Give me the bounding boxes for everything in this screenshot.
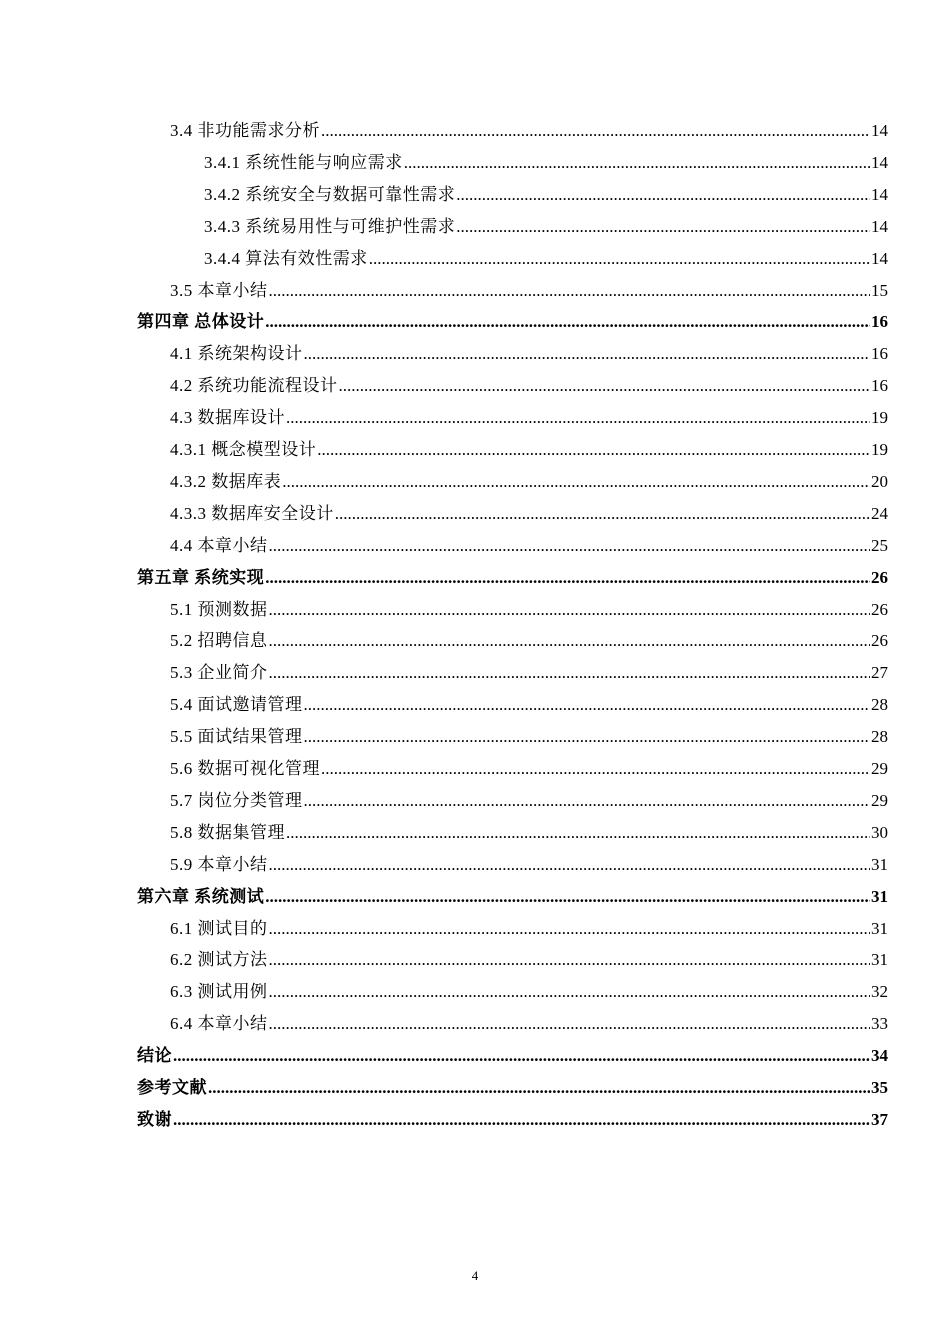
toc-entry-label: 3.4.3 系统易用性与可维护性需求 xyxy=(204,216,456,236)
toc-dot-leader xyxy=(269,849,871,881)
toc-entry-page: 14 xyxy=(871,248,888,268)
toc-entry[interactable] xyxy=(170,466,888,498)
toc-entry-page: 19 xyxy=(871,440,888,459)
toc-dot-leader xyxy=(321,753,870,785)
toc-entry-label: 4.3.3 数据库安全设计 xyxy=(170,503,334,523)
toc-entry-page: 32 xyxy=(871,982,888,1002)
toc-entry-label: 3.4.1 系统性能与响应需求 xyxy=(204,152,403,172)
toc-entry[interactable] xyxy=(170,498,888,530)
toc-dot-leader xyxy=(269,657,871,689)
toc-entry-page: 29 xyxy=(871,759,888,778)
toc-dot-leader xyxy=(404,147,870,179)
toc-entry-page: 29 xyxy=(871,790,888,810)
toc-entry-label: 4.3.1 概念模型设计 xyxy=(170,440,317,459)
toc-entry[interactable] xyxy=(170,115,888,147)
toc-entry-page: 26 xyxy=(871,567,888,587)
toc-entry-label: 3.4.2 系统安全与数据可靠性需求 xyxy=(204,184,456,204)
toc-entry-label: 4.3 数据库设计 xyxy=(170,408,285,428)
toc-entry-page: 34 xyxy=(871,1046,888,1066)
toc-dot-leader xyxy=(269,976,871,1008)
toc-entry[interactable] xyxy=(170,944,888,976)
toc-entry-label: 4.4 本章小结 xyxy=(170,535,268,555)
toc-entry-label: 第四章 总体设计 xyxy=(137,312,265,332)
toc-entry[interactable] xyxy=(137,1104,888,1136)
toc-dot-leader xyxy=(304,338,871,370)
toc-dot-leader xyxy=(265,306,870,338)
toc-entry-label: 第六章 系统测试 xyxy=(137,886,265,906)
toc-entry-page: 14 xyxy=(871,216,888,236)
toc-entry-page: 31 xyxy=(871,886,888,906)
toc-entry[interactable] xyxy=(170,817,888,849)
toc-entry-page: 25 xyxy=(871,535,888,555)
toc-dot-leader xyxy=(456,179,870,211)
toc-entry-label: 4.3.2 数据库表 xyxy=(170,471,282,491)
toc-entry-label: 第五章 系统实现 xyxy=(137,567,265,587)
toc-dot-leader xyxy=(269,625,871,657)
toc-entry-page: 30 xyxy=(871,822,888,842)
toc-entry[interactable] xyxy=(204,179,888,211)
toc-entry-label: 3.4 非功能需求分析 xyxy=(170,121,320,140)
toc-entry-page: 19 xyxy=(871,408,888,428)
toc-entry-page: 14 xyxy=(871,121,888,140)
toc-entry-label: 4.2 系统功能流程设计 xyxy=(170,376,338,396)
toc-entry-label: 5.6 数据可视化管理 xyxy=(170,759,320,778)
toc-entry[interactable] xyxy=(137,306,888,338)
toc-entry[interactable] xyxy=(170,625,888,657)
toc-entry[interactable] xyxy=(204,243,888,275)
toc-entry-page: 31 xyxy=(871,918,888,938)
toc-entry-label: 参考文献 xyxy=(137,1078,207,1097)
toc-dot-leader xyxy=(173,1040,870,1072)
toc-entry[interactable] xyxy=(170,753,888,785)
toc-dot-leader xyxy=(265,562,870,594)
toc-entry-page: 28 xyxy=(871,695,888,715)
toc-entry-page: 26 xyxy=(871,631,888,651)
toc-dot-leader xyxy=(269,275,871,307)
toc-entry-label: 结论 xyxy=(137,1046,172,1066)
toc-entry-label: 6.3 测试用例 xyxy=(170,982,268,1002)
toc-entry[interactable] xyxy=(170,689,888,721)
toc-dot-leader xyxy=(286,402,870,434)
toc-entry[interactable] xyxy=(137,881,888,913)
toc-entry[interactable] xyxy=(170,275,888,307)
toc-entry-label: 3.4.4 算法有效性需求 xyxy=(204,248,368,268)
toc-entry[interactable] xyxy=(204,147,888,179)
toc-dot-leader xyxy=(269,594,871,626)
toc-entry-page: 35 xyxy=(871,1078,888,1097)
toc-entry[interactable] xyxy=(170,1008,888,1040)
toc-dot-leader xyxy=(269,944,871,976)
toc-dot-leader xyxy=(456,211,870,243)
toc-dot-leader xyxy=(265,881,870,913)
toc-entry-label: 5.3 企业简介 xyxy=(170,663,268,683)
toc-entry-label: 6.2 测试方法 xyxy=(170,950,268,970)
toc-entry[interactable] xyxy=(170,434,888,466)
toc-entry-page: 15 xyxy=(871,280,888,300)
toc-dot-leader xyxy=(304,689,871,721)
page-number: 4 xyxy=(471,1268,479,1283)
toc-dot-leader xyxy=(304,785,871,817)
toc-entry-label: 5.2 招聘信息 xyxy=(170,631,268,651)
toc-entry-page: 24 xyxy=(871,503,888,523)
toc-entry-page: 16 xyxy=(871,312,888,332)
toc-entry[interactable] xyxy=(170,370,888,402)
toc-entry[interactable] xyxy=(170,657,888,689)
toc-entry-page: 14 xyxy=(871,184,888,204)
toc-entry-page: 16 xyxy=(871,376,888,396)
toc-dot-leader xyxy=(321,115,870,147)
toc-entry[interactable] xyxy=(170,785,888,817)
toc-dot-leader xyxy=(173,1104,870,1136)
toc-entry-page: 37 xyxy=(871,1109,888,1129)
toc-entry-label: 5.8 数据集管理 xyxy=(170,822,285,842)
toc-entry-label: 4.1 系统架构设计 xyxy=(170,344,303,364)
toc-entry-label: 6.1 测试目的 xyxy=(170,918,268,938)
toc-dot-leader xyxy=(269,530,871,562)
toc-dot-leader xyxy=(304,721,871,753)
toc-entry-page: 31 xyxy=(871,854,888,874)
toc-entry-label: 6.4 本章小结 xyxy=(170,1014,268,1034)
toc-entry-label: 5.7 岗位分类管理 xyxy=(170,790,303,810)
toc-entry[interactable] xyxy=(170,849,888,881)
toc-entry[interactable] xyxy=(204,211,888,243)
toc-dot-leader xyxy=(208,1072,870,1104)
toc-entry-page: 27 xyxy=(871,663,888,683)
toc-entry[interactable] xyxy=(170,913,888,945)
toc-dot-leader xyxy=(369,243,870,275)
toc-entry-page: 14 xyxy=(871,152,888,172)
toc-entry[interactable] xyxy=(170,530,888,562)
toc-entry-page: 28 xyxy=(871,727,888,747)
toc-dot-leader xyxy=(286,817,870,849)
toc-entry[interactable] xyxy=(170,402,888,434)
toc-entry-label: 5.4 面试邀请管理 xyxy=(170,695,303,715)
toc-entry-page: 33 xyxy=(871,1014,888,1034)
toc-entry[interactable] xyxy=(170,594,888,626)
toc-dot-leader xyxy=(317,434,870,466)
toc-entry-label: 5.1 预测数据 xyxy=(170,599,268,619)
toc-dot-leader xyxy=(269,913,871,945)
toc-entry[interactable] xyxy=(170,338,888,370)
toc-dot-leader xyxy=(339,370,871,402)
toc-entry[interactable] xyxy=(137,1040,888,1072)
toc-entry-label: 5.9 本章小结 xyxy=(170,854,268,874)
toc-entry[interactable] xyxy=(137,1072,888,1104)
toc-entry-label: 致谢 xyxy=(137,1109,172,1129)
toc-entry[interactable] xyxy=(137,562,888,594)
toc-dot-leader xyxy=(335,498,870,530)
toc-entry-page: 16 xyxy=(871,344,888,364)
toc-entry[interactable] xyxy=(170,721,888,753)
toc-entry-label: 5.5 面试结果管理 xyxy=(170,727,303,747)
toc-dot-leader xyxy=(269,1008,871,1040)
toc-entry-label: 3.5 本章小结 xyxy=(170,280,268,300)
toc-entry-page: 31 xyxy=(871,950,888,970)
toc-entry-page: 20 xyxy=(871,471,888,491)
toc-entry[interactable] xyxy=(170,976,888,1008)
toc-dot-leader xyxy=(282,466,870,498)
toc-entry-page: 26 xyxy=(871,599,888,619)
